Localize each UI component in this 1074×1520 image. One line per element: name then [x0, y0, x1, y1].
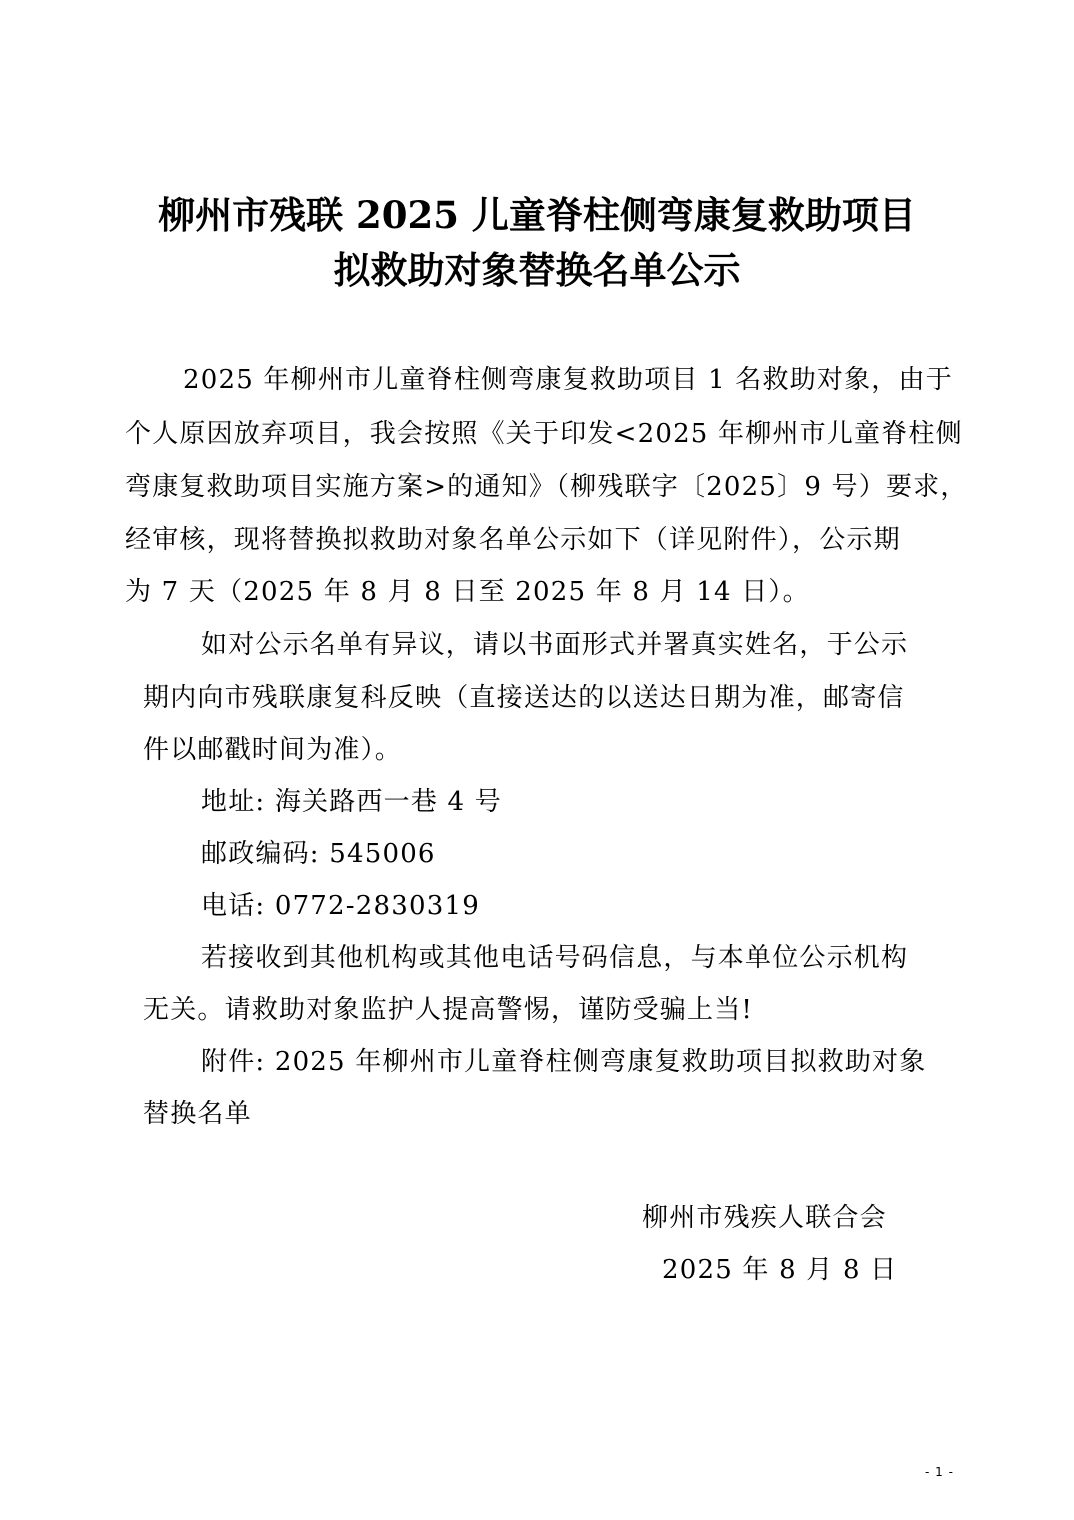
paragraph-2-line-3: 件以邮戳时间为准）。 — [143, 735, 403, 765]
signature-organization: 柳州市残疾人联合会 — [642, 1203, 887, 1233]
page-number: - 1 - — [925, 1465, 954, 1479]
phone-line: 电话: 0772-2830319 — [201, 891, 480, 921]
paragraph-2-line-1: 如对公示名单有异议，请以书面形式并署真实姓名，于公示 — [201, 630, 909, 660]
paragraph-2-line-2: 期内向市残联康复科反映（直接送达的以送达日期为准，邮寄信 — [143, 683, 905, 713]
paragraph-1-line-1: 2025 年柳州市儿童脊柱侧弯康复救助项目 1 名救助对象，由于 — [183, 365, 953, 395]
paragraph-1-line-3: 弯康复救助项目实施方案>的通知》（柳残联字〔2025〕9 号）要求， — [125, 472, 968, 502]
attachment-line-1: 附件: 2025 年柳州市儿童脊柱侧弯康复救助项目拟救助对象 — [201, 1047, 927, 1077]
document-title-line-2: 拟救助对象替换名单公示 — [333, 248, 741, 292]
postcode-line: 邮政编码: 545006 — [201, 839, 436, 869]
paragraph-1-line-2: 个人原因放弃项目，我会按照《关于印发<2025 年柳州市儿童脊柱侧 — [125, 419, 963, 449]
paragraph-1-line-5: 为 7 天（2025 年 8 月 8 日至 2025 年 8 月 14 日）。 — [125, 577, 810, 607]
signature-date: 2025 年 8 月 8 日 — [662, 1255, 898, 1285]
paragraph-3-line-2: 无关。请救助对象监护人提高警惕，谨防受骗上当! — [143, 995, 754, 1025]
document-title-line-1: 柳州市残联 2025 儿童脊柱侧弯康复救助项目 — [158, 193, 916, 237]
address-line: 地址: 海关路西一巷 4 号 — [201, 787, 502, 817]
paragraph-1-line-4: 经审核，现将替换拟救助对象名单公示如下（详见附件），公示期 — [125, 525, 901, 555]
paragraph-3-line-1: 若接收到其他机构或其他电话号码信息，与本单位公示机构 — [201, 943, 909, 973]
attachment-line-2: 替换名单 — [143, 1099, 252, 1129]
